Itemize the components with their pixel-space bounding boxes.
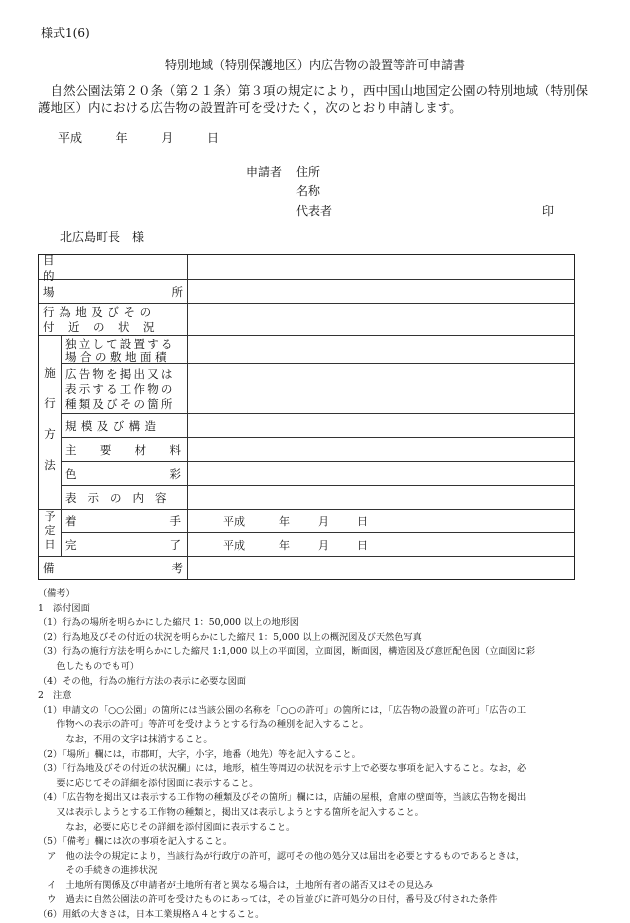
note-line: イ 土地所有関係及び申請者が土地所有者と異なる場合は，土地所有者の諾否又はその見込み [38,879,434,891]
note-line: ウ 過去に自然公園法の許可を受けたものにあっては，その旨並びに許可処分の日付，番号及び付された条件 [38,894,498,906]
site-area-field[interactable] [189,336,573,363]
remarks-field[interactable] [189,557,573,579]
content-label: 表示の内容 [65,490,178,505]
note-line: （5）「備考」欄には次の事項を記入すること。 [38,836,233,848]
note-line: （3）「行為地及びその付近の状況欄」には，地形，植生等周辺の状況を示す上で必要な事項を記入すること。なお，必 [38,763,527,775]
structure-kind-label-line2: 表示する工作物の [65,381,175,396]
note-line: 要に応じてその詳細を添付図面に表示すること。 [38,777,259,789]
note-line: 2 注意 [38,690,72,702]
note-line: （6）用紙の大きさは，日本工業規格Ａ４とすること。 [38,909,265,921]
date-year: 年 [115,131,128,145]
material-label: 主 要 材 料 [65,442,181,457]
date-day: 日 [207,131,220,145]
note-line: （2）「場所」欄には，市郡町，大字，小字，地番（地先）等を記入すること。 [38,748,361,760]
structure-kind-label-line3: 種類及びその箇所 [65,396,175,411]
note-line: （4）「広告物を掲出又は表示する工作物の種類及びその箇所」欄には，店舗の屋根，倉庫の壁面等，当該広告物を掲出 [38,792,527,804]
note-line: ア 他の法令の規定により，当該行為が行政庁の許可，認可その他の処分又は届出を必要とするものであるときは， [38,850,525,862]
applicant-name-label: 名称 [296,184,321,198]
site-status-field[interactable] [189,304,573,335]
note-line: （備考） [38,588,75,599]
note-line: 色したものでも可） [38,660,140,672]
location-label: 場 所 [43,284,183,299]
site-status-label-line2: 付近の状況 [43,319,168,334]
note-line: （3）行為の施行方法を明らかにした縮尺 1:1,000 以上の平面図，立面図，断面図，構造図及び意匠配色図（立面図に彩 [38,646,536,658]
addressee: 北広島町長 様 [60,230,145,244]
applicant-label: 申請者 [246,165,283,179]
structure-kind-label-line1: 広告物を掲出又は [65,366,175,381]
color-label: 色 彩 [65,466,181,481]
color-field[interactable] [189,462,573,485]
material-field[interactable] [189,438,573,461]
method-label-2: 行 [44,396,56,410]
note-line: なお，必要に応じその詳細を添付図面に表示すること。 [38,821,296,833]
note-line: （4）その他，行為の施行方法の表示に必要な図面 [38,675,246,687]
intro-paragraph: 自然公園法第２０条（第２１条）第３項の規定により，西中国山地国定公園の特別地域（特別保護地区）内における広告物の設置許可を受けたく，次のとおり申請します。 [38,83,589,115]
method-label-4: 法 [44,458,56,472]
note-line: 又は表示しようとする工作物の種類と，掲出又は表示しようとする箇所を記入すること。 [38,806,424,818]
scale-label: 規模及び構造 [65,418,161,433]
application-date [58,129,219,146]
applicant-representative-label: 代表者 [296,204,333,218]
end-date-field[interactable]: 平成 年 月 日 [223,538,368,552]
site-status-label-line1: 行為地及びその [43,304,156,319]
start-label: 着 手 [65,514,181,528]
remarks-label: 備 考 [43,561,183,575]
note-line: その手続きの進捗状況 [38,865,158,877]
start-date-field[interactable]: 平成 年 月 日 [223,515,368,528]
schedule-label: 予 定 日 [44,510,56,551]
method-label-3: 方 [44,427,56,441]
note-line: （1）申請文の「○○公園」の箇所には当該公園の名称を「○○の許可」の箇所には，「広告物の設置の許可」「広告の工 [38,704,527,716]
scale-field[interactable] [189,414,573,437]
site-area-label-line2: 場合の敷地面積 [65,349,170,364]
date-month: 月 [161,131,174,145]
seal-mark: 印 [542,204,555,218]
site-area-label-line1: 独立して設置する [65,336,175,351]
method-label-1: 施 [44,366,56,380]
purpose-label: 目的 [43,253,171,283]
document-title: 特別地域（特別保護地区）内広告物の設置等許可申請書 [164,58,465,72]
notes-section [38,587,598,923]
note-line: （1）行為の場所を明らかにした縮尺 1：50,000 以上の地形図 [38,617,299,629]
end-label: 完 了 [65,537,181,552]
note-line: 1 添付図面 [38,602,90,614]
note-line: （2）行為地及びその付近の状況を明らかにした縮尺 1：5,000 以上の概況図及び天然色写真 [38,631,422,643]
applicant-address-label: 住所 [296,165,321,179]
purpose-field[interactable] [189,256,573,279]
note-line: 作物への表示の許可」等許可を受けようとする行為の種別を記入すること。 [38,719,369,731]
structure-kind-field[interactable] [189,364,573,413]
form-number: 様式1(6) [41,26,90,40]
application-table [38,254,575,580]
content-field[interactable] [189,486,573,509]
note-line: なお，不用の文字は抹消すること。 [38,733,213,745]
date-era: 平成 [58,131,83,145]
location-field[interactable] [189,280,573,303]
